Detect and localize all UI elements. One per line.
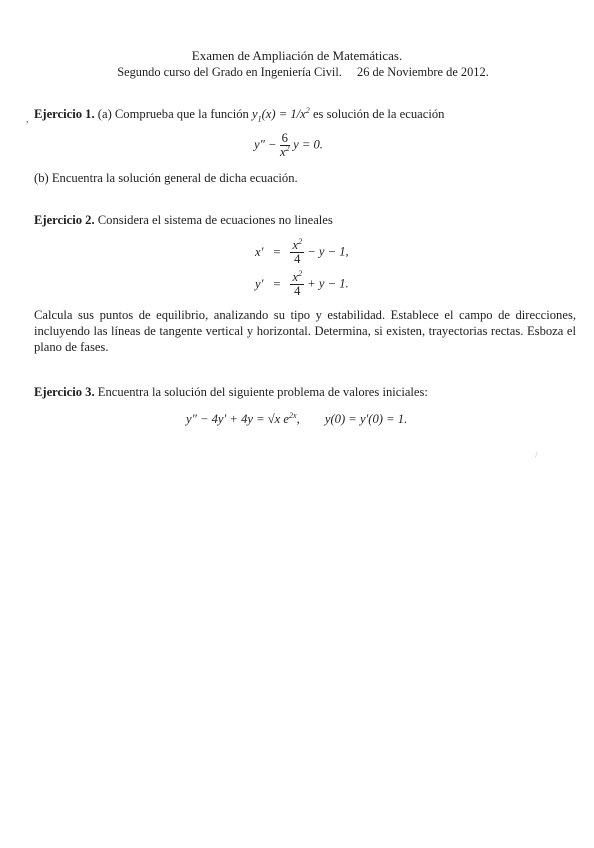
exam-date: 26 de Noviembre de 2012.	[357, 65, 489, 79]
scan-speck: /	[535, 450, 538, 460]
exercise-2-label: Ejercicio 2.	[34, 213, 95, 227]
exercise-1-function: $y_1(x) = 1/x^2$	[252, 105, 310, 124]
exercise-1-statement	[34, 106, 576, 122]
exercise-3-intro: Encuentra la solución del siguiente problema de valores iniciales:	[97, 385, 428, 399]
row1-rhs	[285, 236, 353, 268]
exam-header	[0, 48, 594, 80]
exercise-3-equation	[186, 412, 407, 427]
system-row-1	[250, 236, 354, 268]
row1-rel: =	[273, 244, 281, 259]
row2-rel: =	[273, 276, 281, 291]
exercise-2-statement	[34, 212, 576, 228]
row2-fraction: $\frac{x^2}{4}$	[292, 268, 303, 298]
row1-tail: − y − 1,	[307, 243, 349, 258]
eq1-fraction	[280, 132, 290, 159]
row2-tail: + y − 1.	[307, 275, 349, 290]
exercise-3-statement	[34, 384, 576, 400]
eq1-right: y = 0.	[293, 137, 323, 152]
eq3-conditions: y(0) = y′(0) = 1.	[324, 412, 408, 426]
eq3-main: y″ − 4y′ + 4y = √x $e^{2x}$	[186, 410, 297, 426]
eq1-left: y″ −	[254, 137, 277, 152]
eq1-numerator: 6	[281, 131, 288, 145]
system-row-2	[250, 268, 354, 300]
exercise-1-label: Ejercicio 1.	[34, 107, 95, 121]
eq1-denominator: $x^2$	[279, 143, 290, 159]
row1-lhs: x′	[255, 244, 264, 259]
exercise-2-system	[250, 236, 354, 300]
exercise-1-equation	[254, 132, 323, 159]
exercise-1-part-b: (b) Encuentra la solución general de dicha ecuación.	[34, 171, 298, 185]
exam-subtitle-line	[12, 64, 594, 80]
exercise-1-part-a-suffix: es solución de la ecuación	[312, 107, 445, 121]
scan-mark: ,	[26, 114, 29, 125]
row1-fraction: $\frac{x^2}{4}$	[292, 236, 303, 266]
eq3-sep: ,	[296, 412, 300, 426]
exam-course: Segundo curso del Grado en Ingeniería Civil.	[117, 65, 342, 79]
row2-lhs: y′	[255, 276, 264, 291]
exercise-1-part-a-prefix: (a) Comprueba que la función	[97, 107, 249, 121]
exam-title: Examen de Ampliación de Matemáticas.	[191, 48, 403, 63]
exercise-3-label: Ejercicio 3.	[34, 385, 95, 399]
row2-rhs	[285, 268, 353, 300]
exercise-2-intro: Considera el sistema de ecuaciones no lineales	[97, 213, 333, 227]
exercise-2-body: Calcula sus puntos de equilibrio, analizando su tipo y estabilidad. Establece el campo de direcciones, incluyendo las líneas de tangente vertical y horizontal. Determina, si existen, trayectorias rectas. Esboza el plano de fases.	[34, 308, 576, 354]
